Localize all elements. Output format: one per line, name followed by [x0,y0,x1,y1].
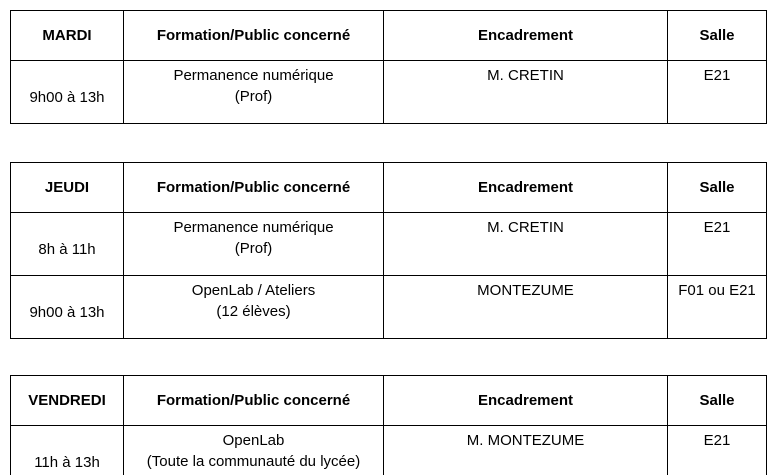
formation-cell [124,61,384,124]
encadrement-cell: M. MONTEZUME [384,426,668,475]
salle-cell: E21 [668,213,767,276]
table-row [11,61,767,124]
formation-cell [124,276,384,339]
formation-line1: OpenLab [222,432,285,449]
encadrement-cell: M. CRETIN [384,61,668,124]
time-cell: 8h à 11h [11,213,124,276]
table-row [11,276,767,339]
formation-line2: (Toute la communauté du lycée) [146,453,361,470]
day-header-cell: VENDREDI [11,376,124,426]
formation-cell [124,213,384,276]
formation-line1: Permanence numérique [173,219,334,236]
time-cell: 9h00 à 13h [11,276,124,339]
formation-line1: Permanence numérique [173,67,334,84]
salle-header-cell: Salle [668,163,767,213]
formation-line1: OpenLab / Ateliers [191,282,316,299]
formation-cell [124,426,384,475]
table-header-row [11,163,767,213]
table-row [11,213,767,276]
encadrement-cell: M. CRETIN [384,213,668,276]
formation-header-cell: Formation/Public concerné [124,163,384,213]
salle-header-cell: Salle [668,11,767,61]
encadrement-header-cell: Encadrement [384,11,668,61]
time-cell: 9h00 à 13h [11,61,124,124]
table-spacer [10,339,777,375]
salle-cell: E21 [668,61,767,124]
encadrement-header-cell: Encadrement [384,163,668,213]
encadrement-cell: MONTEZUME [384,276,668,339]
formation-line2: (Prof) [234,88,273,105]
formation-header-cell: Formation/Public concerné [124,11,384,61]
formation-line2: (Prof) [234,240,273,257]
table-header-row [11,11,767,61]
encadrement-header-cell: Encadrement [384,376,668,426]
table-header-row [11,376,767,426]
formation-header-cell: Formation/Public concerné [124,376,384,426]
day-header-cell: JEUDI [11,163,124,213]
schedule-table-jeudi [10,162,767,339]
time-cell: 11h à 13h [11,426,124,475]
schedule-table-mardi [10,10,767,124]
formation-line2: (12 élèves) [216,303,291,320]
table-spacer [10,124,777,162]
day-header-cell: MARDI [11,11,124,61]
schedule-table-vendredi [10,375,767,475]
salle-cell: E21 [668,426,767,475]
table-row [11,426,767,475]
salle-cell: F01 ou E21 [668,276,767,339]
salle-header-cell: Salle [668,376,767,426]
